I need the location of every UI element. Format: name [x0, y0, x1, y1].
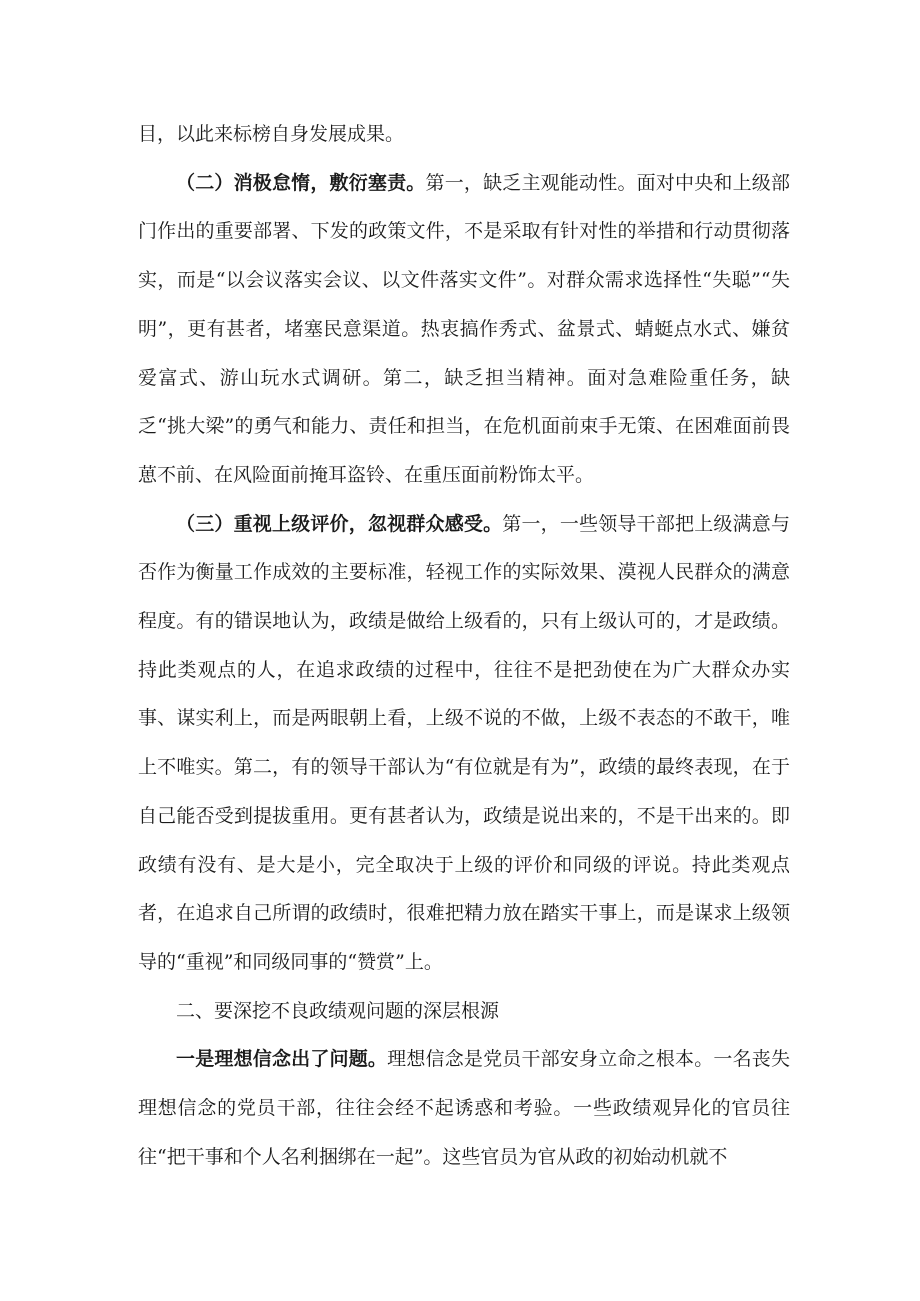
paragraph-body: 理想信念是党员干部安身立命之根本。一名丧失理想信念的党员干部，往往会经不起诱惑和考验。一些政绩观异化的官员往往“把干事和个人名利捆绑在一起”。这些官员为官从政的初始动机就不	[138, 1048, 790, 1168]
paragraph-body: 第一，一些领导干部把上级满意与否作为衡量工作成效的主要标准，轻视工作的实际效果、漠视人民群众的满意程度。有的错误地认为，政绩是做给上级看的，只有上级认可的，才是政绩。持此类观点的人，在追求政绩的过程中，往往不是把劲使在为广大群众办实事、谋实利上，而是两眼朝上看，上级不说的不做，上级不表态的不敢干，唯上不唯实。第二，有的领导干部认为“有位就是有为”，政绩的最终表现，在于自己能否受到提拔重用。更有甚者认为，政绩是说出来的，不是干出来的。即政绩有没有、是大是小，完全取决于上级的评价和同级的评说。持此类观点者，在追求自己所谓的政绩时，很难把精力放在踏实干事上，而是谋求上级领导的“重视”和同级同事的“赞赏”上。	[138, 512, 790, 973]
section-heading	[138, 987, 790, 1036]
paragraph-point-1	[138, 1035, 790, 1181]
paragraph-section-2	[138, 159, 790, 500]
paragraph-section-3	[138, 500, 790, 987]
paragraph-body: 第一，缺乏主观能动性。面对中央和上级部门作出的重要部署、下发的政策文件，不是采取有针对性的举措和行动贯彻落实，而是“以会议落实会议、以文件落实文件”。对群众需求选择性“失聪”“失明”，更有甚者，堵塞民意渠道。热衷搞作秀式、盆景式、蜻蜓点水式、嫌贫爱富式、游山玩水式调研。第二，缺乏担当精神。面对急难险重任务，缺乏“挑大梁”的勇气和能力、责任和担当，在危机面前束手无策、在困难面前畏葸不前、在风险面前掩耳盗铃、在重压面前粉饰太平。	[138, 171, 790, 486]
paragraph-continuation	[138, 110, 790, 159]
paragraph-body: 目，以此来标榜自身发展成果。	[138, 123, 405, 145]
document-body	[138, 110, 790, 1181]
paragraph-heading: 一是理想信念出了问题。	[176, 1048, 388, 1071]
section-heading-text: 二、要深挖不良政绩观问题的深层根源	[176, 999, 500, 1022]
paragraph-heading: （三）重视上级评价，忽视群众感受。	[176, 512, 503, 535]
paragraph-heading: （二）消极怠惰，敷衍塞责。	[176, 171, 426, 194]
